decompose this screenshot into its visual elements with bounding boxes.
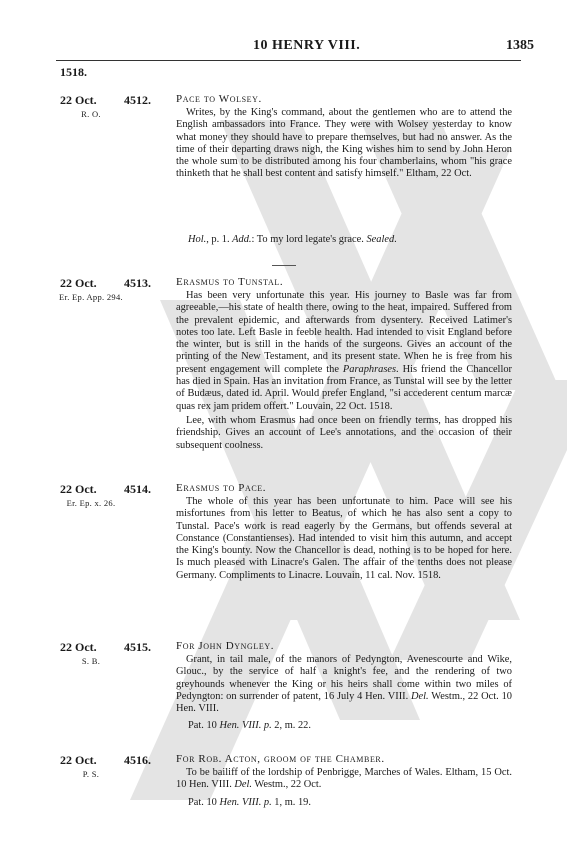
entry-heading: Erasmus to Pace. [176,482,267,494]
entry-date: 22 Oct. [60,640,97,654]
entry-body [176,654,512,717]
entry-number: 4515. [124,640,151,654]
entry-paragraph: Grant, in tail male, of the manors of Pedyngton, Avenescourte and Wike, Glouc., by the service of half a knight's fee, and the rendering of two greyhounds whenever the King or his heirs shall come within two miles of Pedyngton: on surrender of patent, 16 July 4 Hen. VIII. Del. Westm., 22 Oct. 10 Hen. VIII. [176,654,512,715]
entry-body [176,496,512,584]
entry-date: 22 Oct. [60,93,97,107]
entry-number: 4512. [124,93,151,107]
entry-paragraph: The whole of this year has been unfortunate to him. Pace will see his misfortunes from his letter to Beatus, of which he has also sent a copy to Tunstal. Pace's work is read eagerly by the Germans, but offends several at Constance (Constantienses). Had intended to visit him this autumn, and accept the King's bounty. Now the Chancellor is dead, nothing is to be hoped for here. Is much pleased with Linacre's Galen. The affair of the tenths does not please Germany. Compliments to Linacre. Louvain, 11 cal. Nov. 1518. [176,496,512,581]
running-header [0,38,567,54]
page-number: 1385 [506,38,534,53]
entry-date: 22 Oct. [60,276,97,290]
calendar-entry [0,276,567,456]
entry-note: Pat. 10 Hen. VIII. p. 1, m. 19. [188,797,311,808]
entry-date: 22 Oct. [60,482,97,496]
entry-paragraph: Writes, by the King's command, about the gentlemen who are to attend the English ambassadors into France. They were with Wolsey yesterday to know what money they should have to prepare themselves, but had no answer. As the time of their departing draws nigh, the King wishes him to send by John Heron the whole sum to be distributed among his four chamberlains, whom "his grace thinketh that he shall best content and satisfy himself." Eltham, 22 Oct. [176,107,512,180]
entry-body [176,290,512,454]
entry-paragraph: To be bailiff of the lordship of Penbrigge, Marches of Wales. Eltham, 15 Oct. 10 Hen. VIII. Del. Westm., 22 Oct. [176,767,512,791]
calendar-entry [0,482,567,622]
calendar-entry [0,753,567,823]
year-label: 1518. [60,65,87,79]
entry-note: Hol., p. 1. Add.: To my lord legate's grace. Sealed. [188,234,397,245]
entry-number: 4514. [124,482,151,496]
header-rule [56,60,521,61]
entry-body [176,107,512,183]
entry-note: Pat. 10 Hen. VIII. p. 2, m. 22. [188,720,311,731]
entry-source: Er. Ep. x. 26. [66,498,116,508]
entry-heading: For John Dyngley. [176,640,275,652]
entry-source: P. S. [82,769,100,779]
entry-number: 4516. [124,753,151,767]
entry-source: S. B. [81,656,101,666]
entry-body [176,767,512,794]
section-divider [272,265,296,266]
entry-paragraph: Lee, with whom Erasmus had once been on friendly terms, has dropped his friendship. Gives an account of Lee's annotations, and the occasion of their subsequent coolness. [176,414,512,451]
entry-number: 4513. [124,276,151,290]
entry-heading: For Rob. Acton, groom of the Chamber. [176,753,385,765]
calendar-entry [0,93,567,283]
header-title: 10 HENRY VIII. [253,38,361,53]
entry-source: Er. Ep. App. 294. [59,292,123,302]
entry-heading: Pace to Wolsey. [176,93,262,105]
calendar-entry [0,640,567,740]
entry-date: 22 Oct. [60,753,97,767]
entry-source: R. O. [81,109,101,119]
entry-heading: Erasmus to Tunstal. [176,276,284,288]
entry-paragraph: Has been very unfortunate this year. His journey to Basle was far from agreeable,—his state of health there, owing to the heat, impaired. Suffered from the prevalent epidemic, and afterwards from dysentery. Received Latimer's notes too late. Left Basle in feeble health. Had intended to visit England before the winter, but is still in the hands of the surgeons. Gives an account of the printing of the New Testament, and its present state. When he is free from his present engagement will complete the Paraphrases. His friend the Chancellor has died in Spain. Has an invitation from France, as Tunstal will see by the letter of Budæus, dated id. April. Would prefer England, "si accederent centum marcæ quas rex jam pridem offert." Louvain, 22 Oct. 1518. [176,290,512,412]
